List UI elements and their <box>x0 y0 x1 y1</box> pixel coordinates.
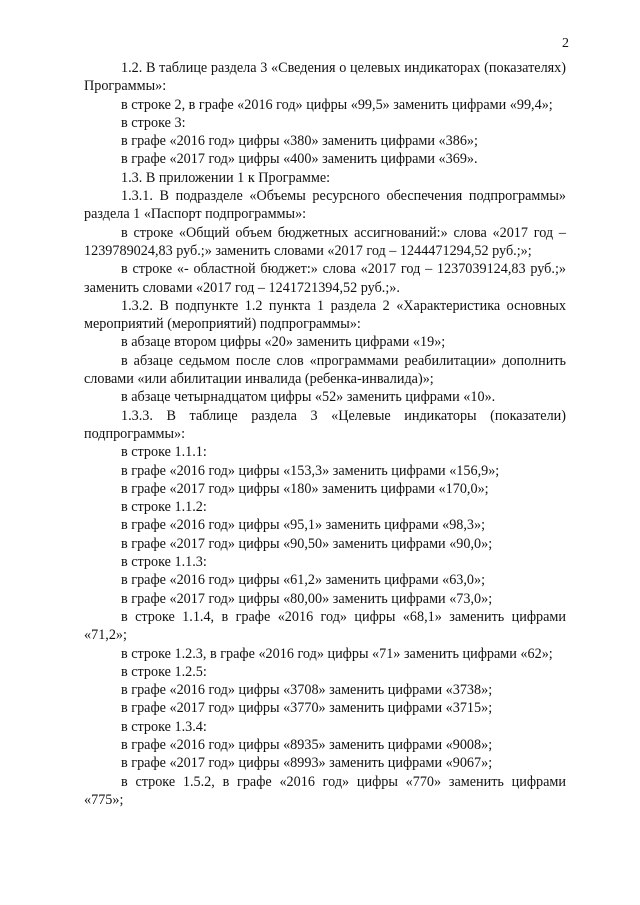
paragraph: 1.3.1. В подразделе «Объемы ресурсного обеспечения подпрограммы» раздела 1 «Паспорт подпрограммы»: <box>84 188 566 223</box>
paragraph: в графе «2016 год» цифры «8935» заменить цифрами «9008»; <box>121 736 493 753</box>
paragraph: в графе «2016 год» цифры «380» заменить цифрами «386»; <box>121 133 478 150</box>
paragraph: в строке 1.2.5: <box>121 663 207 680</box>
paragraph: в строке 1.3.4: <box>121 718 207 735</box>
paragraph: в абзаце седьмом после слов «программами реабилитации» дополнить словами «или абилитации инвалида (ребенка-инвалида)»; <box>84 352 566 388</box>
paragraph: в строке 1.2.3, в графе «2016 год» цифры «71» заменить цифрами «62»; <box>121 645 553 662</box>
paragraph: в графе «2017 год» цифры «3770» заменить цифрами «3715»; <box>121 700 493 717</box>
paragraph: в графе «2016 год» цифры «95,1» заменить цифрами «98,3»; <box>121 517 486 534</box>
paragraph: в графе «2017 год» цифры «400» заменить цифрами «369». <box>121 151 478 168</box>
paragraph: 1.3. В приложении 1 к Программе: <box>121 169 331 186</box>
paragraph: в строке 3: <box>121 114 186 131</box>
paragraph: в строке 1.5.2, в графе «2016 год» цифры «770» заменить цифрами «775»; <box>84 773 566 808</box>
paragraph: 1.2. В таблице раздела 3 «Сведения о целевых индикаторах (показателях) Программы»: <box>84 60 566 95</box>
paragraph: в строке 1.1.1: <box>121 444 207 461</box>
paragraph: в графе «2017 год» цифры «90,50» заменить цифрами «90,0»; <box>121 535 493 552</box>
paragraph: в строке 1.1.4, в графе «2016 год» цифры «68,1» заменить цифрами «71,2»; <box>84 608 566 644</box>
paragraph: в графе «2016 год» цифры «61,2» заменить цифрами «63,0»; <box>121 572 486 589</box>
paragraph: в абзаце втором цифры «20» заменить цифрами «19»; <box>121 334 446 351</box>
paragraph: 1.3.3. В таблице раздела 3 «Целевые индикаторы (показатели) подпрограммы»: <box>84 407 566 442</box>
paragraph: в графе «2017 год» цифры «180» заменить цифрами «170,0»; <box>121 480 489 497</box>
paragraph: в графе «2017 год» цифры «8993» заменить цифрами «9067»; <box>121 755 493 772</box>
paragraph: в строке «- областной бюджет:» слова «2017 год – 1237039124,83 руб.;» заменить словами «2017 год – 1241721394,52 руб.;». <box>84 261 566 296</box>
paragraph: в строке 2, в графе «2016 год» цифры «99,5» заменить цифрами «99,4»; <box>121 96 553 113</box>
document-body <box>84 59 566 809</box>
paragraph: в строке 1.1.2: <box>121 499 207 516</box>
paragraph: в абзаце четырнадцатом цифры «52» заменить цифрами «10». <box>121 389 496 406</box>
paragraph: в строке «Общий объем бюджетных ассигнований:» слова «2017 год – 1239789024,83 руб.;» заменить словами «2017 год – 1244471294,52 руб.;»; <box>84 224 566 259</box>
paragraph: 1.3.2. В подпункте 1.2 пункта 1 раздела 2 «Характеристика основных мероприятий (мероприятий) подпрограммы»: <box>84 297 566 333</box>
paragraph: в графе «2017 год» цифры «80,00» заменить цифрами «73,0»; <box>121 590 493 607</box>
paragraph: в строке 1.1.3: <box>121 554 207 571</box>
paragraph: в графе «2016 год» цифры «3708» заменить цифрами «3738»; <box>121 682 493 699</box>
page-number: 2 <box>562 36 569 51</box>
paragraph: в графе «2016 год» цифры «153,3» заменить цифрами «156,9»; <box>121 462 500 479</box>
